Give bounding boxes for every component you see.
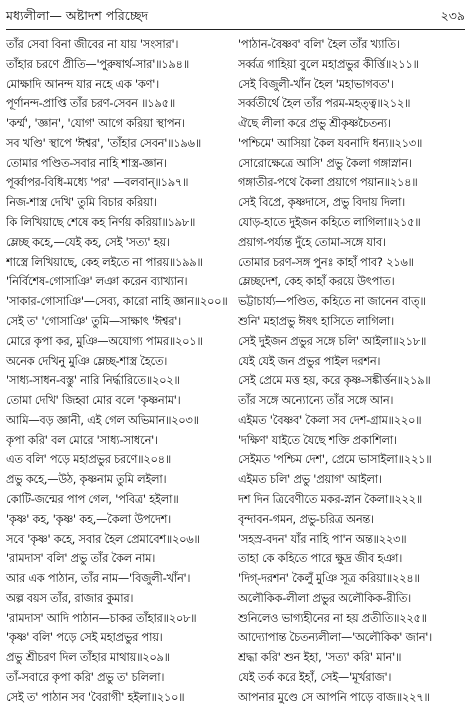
verse-line: পূর্ণানন্দ-প্রাপ্তি তাঁর চরণ-সেবন ॥১৯৫॥ (6, 97, 175, 111)
verse-line: 'কর্ম্ম', 'জ্ঞান', 'যোগ' আগে করিয়া স্থাপন। (6, 117, 185, 131)
verse-line: তাঁহার চরণে প্রীতি—'পুরুষার্থ-সার'॥১৯৪॥ (6, 57, 189, 71)
verse-line: তাঁ-সবারে কৃপা করি' প্রভু ত' চলিলা। (6, 671, 165, 684)
verse-line: 'দক্ষিণ' যাইতে যৈছে শক্তি প্রকাশিলা। (238, 433, 397, 447)
page-header (6, 4, 465, 28)
verse-line: সেই ত' 'গোসাঞি' তুমি—সাক্ষাৎ 'ঈশ্বর'। (6, 314, 182, 328)
verse-line: মোরে কৃপা কর, মুঞি—অযোগ্য পামর॥২০১॥ (6, 334, 203, 348)
verse-line: কোটি-জন্মের পাপ গেল, 'পবিত্র' হইলা॥ (6, 492, 179, 506)
verse-line: গঙ্গাতীর-পথে কৈলা প্রয়াগে পয়ান॥২১৪॥ (238, 176, 418, 190)
verse-line: 'সহস্র-বদন' যাঁর নাহি পা'ন অন্ত॥২২৩॥ (238, 532, 407, 546)
verse-line: এত বলি' পড়ে মহাপ্রভুর চরণে॥২০৪॥ (6, 453, 171, 467)
verse-line: প্রয়াগ-পর্য্যন্ত দুঁহে তোমা-সঙ্গে যাব। (238, 235, 386, 249)
running-title: মধ্যলীলা— অষ্টাদশ পরিচ্ছেদ (6, 7, 149, 23)
verse-line: 'নির্বিশেষ-গোসাঞি' লঞা করেন ব্যাখ্যান। (6, 275, 188, 289)
verse-line: 'কৃষ্ণ' কহ, 'কৃষ্ণ' কহ,—কৈলা উপদেশ। (6, 512, 172, 526)
verse-line: 'সাধ্য-সাধন-বস্তু' নারি নির্দ্ধারিতে॥২০২॥ (6, 374, 180, 388)
verse-line: 'দিগ্-দরশন' কৈলুঁ মুঞি সূত্র করিয়া॥২২৪॥ (238, 572, 420, 586)
verse-line: শুনি' মহাপ্রভু ঈষৎ হাসিতে লাগিলা। (238, 314, 394, 328)
verse-line: শুনিলেও ভাগ্যহীনের না হয় প্রতীতি॥২২৫॥ (238, 611, 427, 625)
verse-line: 'পশ্চিমে' আসিয়া কৈল যবনাদি ধন্য॥২১৩॥ (238, 136, 423, 150)
verse-line: তোমা দেখি' জিহ্বা মোর বলে 'কৃষ্ণনাম'। (6, 394, 181, 408)
verse-line: অনেক দেখিনু মুঞি ম্লেচ্ছ-শাস্ত্র হৈতে। (6, 354, 168, 368)
left-verse-column (6, 36, 232, 706)
verse-line: পূর্ব্বাপর-বিধি-মধ্যে 'পর' —বলবান্॥১৯৭॥ (6, 176, 189, 190)
verse-line: বৃন্দাবন-গমন, প্রভু-চরিত্র অনন্ত। (238, 512, 374, 526)
verse-line: যেই তর্ক করে ইহাঁ, সেই—'মূর্খরাজ'। (238, 671, 392, 684)
verse-line: সেই ত' পাঠান সব 'বৈরাগী' হইলা॥২১০॥ (6, 690, 185, 704)
verse-line: ভট্টাচার্য্য—পণ্ডিত, কহিতে না জানেন বাত্॥ (238, 295, 426, 309)
verse-line: 'রামদাস' বলি' প্রভু তাঁর কৈল নাম। (6, 552, 156, 566)
right-verse-column (238, 36, 468, 706)
verse-line: ম্লেচ্ছদেশ, কেহ কাহাঁ করয়ে উৎপাত। (238, 275, 395, 289)
verse-line: সোরোক্ষেত্রে আসি' প্রভু কৈলা গঙ্গাস্নান। (238, 156, 412, 170)
verse-line: সর্ব্বতীর্থে হৈল তাঁর পরম-মহত্ত্ব॥২১২॥ (238, 97, 411, 111)
verse-line: তাঁর সঙ্গে অন্যোন্যে তাঁর সঙ্গে আন। (238, 394, 394, 408)
verse-line: এইমত চলি' প্রভু 'প্রয়াগ' আইলা। (238, 473, 382, 487)
verse-line: নিজ-শাস্ত্র দেখি' তুমি বিচার করিয়া। (6, 196, 157, 210)
verse-line: তোমার চরণ-সঙ্গ পুনঃ কাহাঁ পাব? ২১৬॥ (238, 255, 414, 269)
verse-line: তোমার পণ্ডিত-সবার নাহি শাস্ত্র-জ্ঞান। (6, 156, 167, 170)
verse-line: তাহা কে কহিতে পারে ক্ষুদ্র জীব হঞা। (238, 552, 403, 566)
verse-line: প্রভু কহে,—উঠ, কৃষ্ণনাম তুমি লইলা। (6, 473, 167, 487)
verse-line: সবে 'কৃষ্ণ' কহে, সবার হৈল প্রেমাবেশ॥২০৬॥ (6, 532, 200, 546)
verse-line: সব খণ্ডি' স্থাপে 'ঈশ্বর', 'তাঁহার সেবন'॥১৯৬॥ (6, 136, 201, 150)
verse-line: যেই যেই জন প্রভুর পাইল দরশন। (238, 354, 381, 368)
verse-line: আর এক পাঠান, তাঁর নাম—'বিজুলী-খাঁন'। (6, 572, 191, 586)
verse-line: সেই বিপ্রে, কৃষ্ণদাসে, প্রভু বিদায় দিলা। (238, 196, 406, 210)
page-number: ২৩৯ (440, 7, 465, 23)
verse-line: 'রামদাস' আদি পাঠান—চাকর তাঁহার॥২০৮॥ (6, 611, 197, 625)
verse-line: 'পাঠান-বৈষ্ণব' বলি' হৈল তাঁর খ্যাতি। (238, 38, 400, 51)
verse-line: কৃপা করি' বল মোরে 'সাধ্য-সাধনে'। (6, 433, 158, 447)
verse-line: দশ দিন ত্রিবেণীতে মকর-স্নান কৈলা॥২২২॥ (238, 492, 422, 506)
verse-line: সেই দুইজন প্রভুর সঙ্গে চলি' আইলা॥২১৮॥ (238, 334, 427, 348)
verse-line: প্রভু শ্রীচরণ দিল তাঁহার মাথায়॥২০৯॥ (6, 651, 170, 665)
verse-line: শাস্ত্রে লিখিয়াছে, কেহ লইতে না পারয়॥১৯৯॥ (6, 255, 203, 269)
verse-line: অলৌকিক-লীলা প্রভুর অলৌকিক-রীতি। (238, 591, 411, 605)
verse-line: 'সাকার-গোসাঞি'—সেব্য, কারো নাহি জ্ঞান॥২০০॥ (6, 295, 228, 309)
header-rule (6, 29, 465, 30)
verse-line: সেই প্রেমে মত্ত হয়, করে কৃষ্ণ-সঙ্কীর্ত্তন॥২১৯॥ (238, 374, 431, 388)
verse-line: আপনার মুণ্ডে সে আপনি পাড়ে বাজ॥২২৭॥ (238, 690, 430, 704)
verse-line: সেইমত 'পশ্চিম দেশ', প্রেমে ভাসাইলা॥২২১॥ (238, 453, 432, 467)
verse-line: আদ্যোপান্ত চৈতন্যলীলা—'অলৌকিক' জান'। (238, 631, 433, 645)
verse-line: সেই বিজুলী-খাঁন হৈল 'মহাভাগবত'। (238, 77, 394, 91)
verse-line: মোক্ষাদি আনন্দ যার নহে এক 'কণ'। (6, 77, 159, 91)
verse-line: আমি—বড় জ্ঞানী, এই গেল অভিমান॥২০৩॥ (6, 413, 199, 427)
verse-line: এইমত 'বৈষ্ণব' কৈলা সব দেশ-গ্রাম॥২২০॥ (238, 413, 422, 427)
verse-line: যোড়-হাতে দুইজন কহিতে লাগিলা॥২১৫॥ (238, 216, 421, 230)
verse-line: ঐছে লীলা করে প্রভু শ্রীকৃষ্ণচৈতন্য। (238, 117, 391, 131)
verse-line: শ্রদ্ধা করি' শুন ইহা, 'সত্য' করি' মান'॥ (238, 651, 402, 665)
verse-line: কি লিখিয়াছে শেষে কহ নির্ণয় করিয়া॥১৯৮॥ (6, 216, 196, 230)
verse-line: 'কৃষ্ণ' বলি' পড়ে সেই মহাপ্রভুর পায়। (6, 631, 163, 645)
verse-line: তাঁর সেবা বিনা জীবের না যায় 'সংসার'। (6, 38, 179, 51)
verse-line: ম্লেচ্ছ কহে,—যেই কহ, সেই 'সত্য' হয়। (6, 235, 170, 249)
verse-line: সর্ব্বত্র গাহিয়া বুলে মহাপ্রভুর কীর্ত্তি॥২১১॥ (238, 57, 419, 71)
verse-line: অল্প বয়স তাঁর, রাজার কুমার। (6, 591, 134, 605)
